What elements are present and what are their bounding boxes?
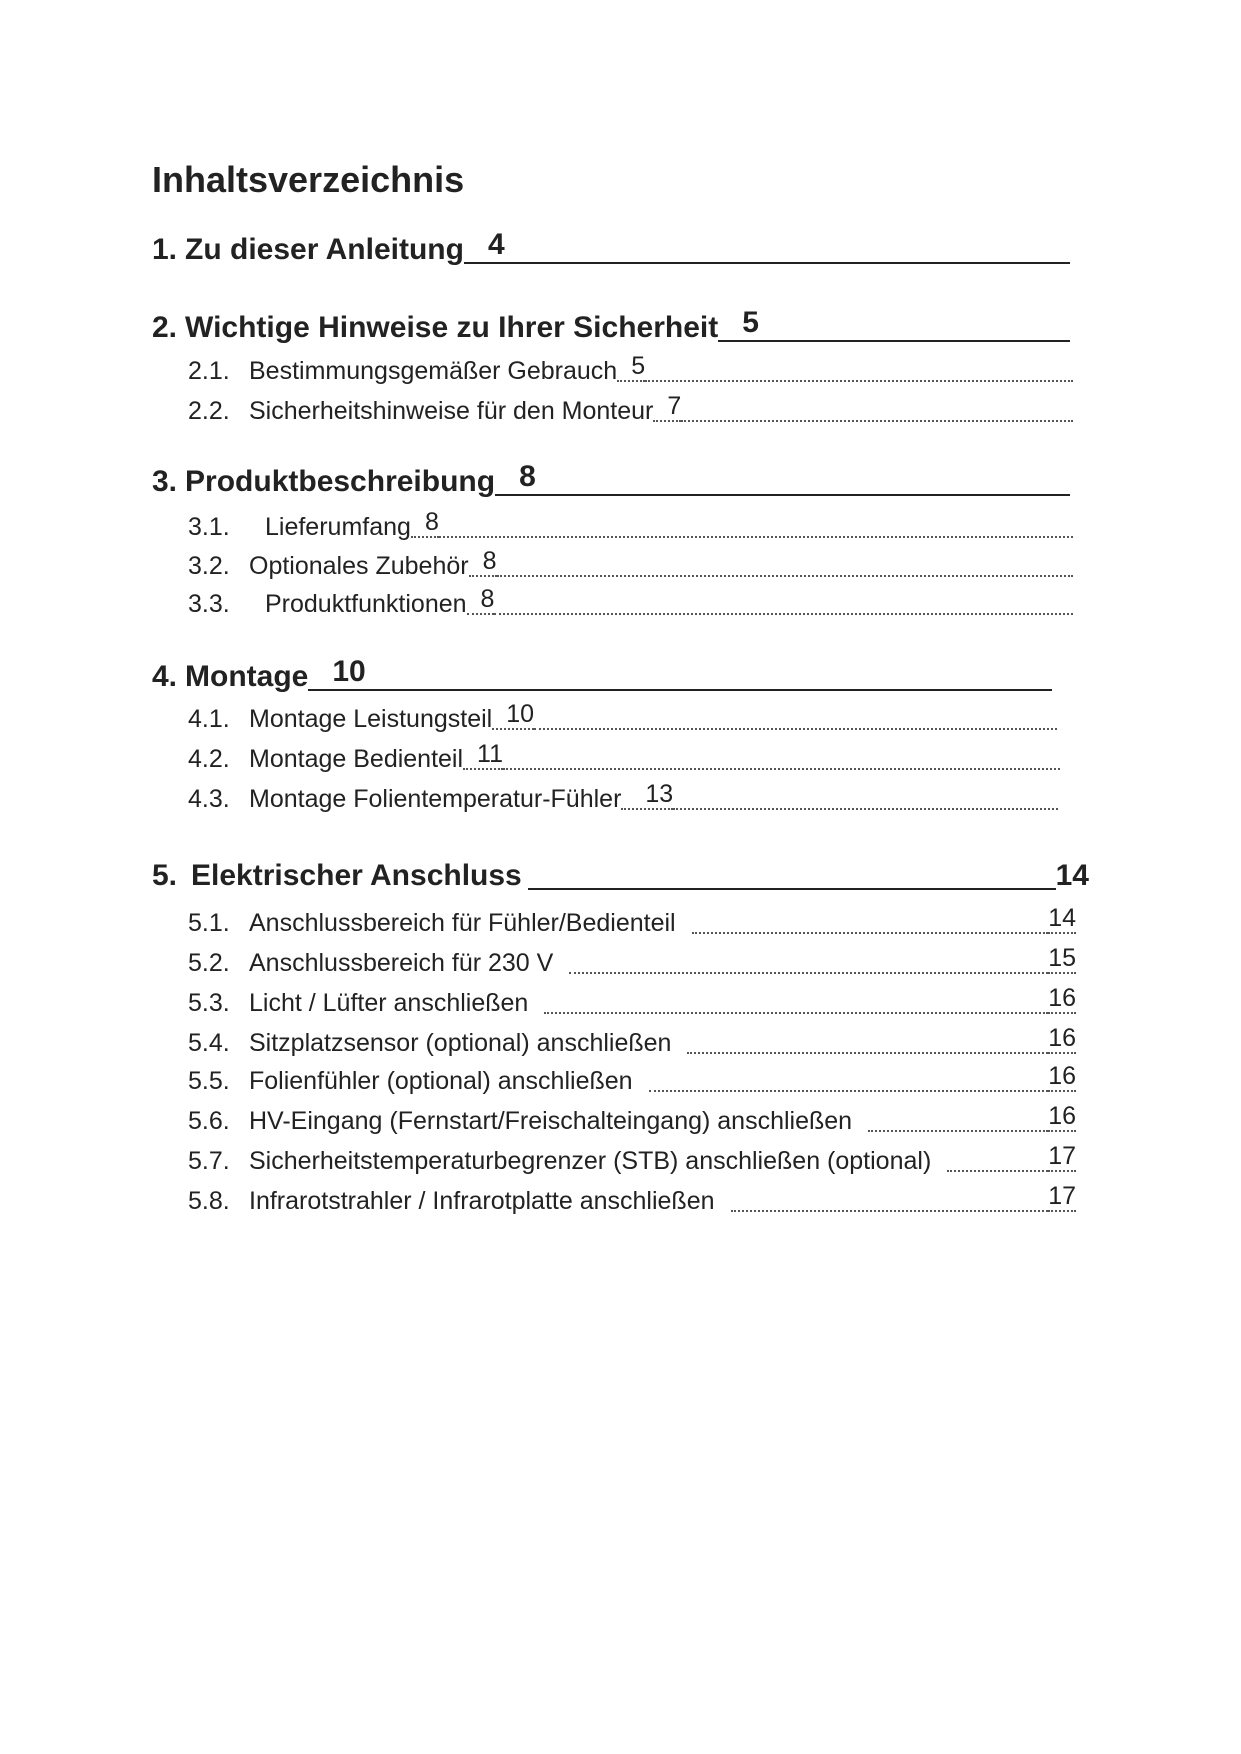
toc-label: Sicherheitshinweise für den Monteur: [249, 397, 654, 425]
toc-leader: [544, 1012, 1048, 1014]
toc-leader: [681, 420, 1073, 422]
toc-subsection-3-1[interactable]: [188, 508, 1073, 542]
toc-label: Anschlussbereich für 230 V: [249, 949, 554, 977]
toc-number: 4.1.: [188, 705, 230, 733]
toc-subsection-5-7[interactable]: [188, 1142, 1076, 1176]
toc-number: 1.: [152, 233, 178, 266]
toc-label: Wichtige Hinweise zu Ihrer Sicherheit: [185, 311, 719, 344]
toc-label: Montage Bedienteil: [249, 745, 464, 773]
toc-label: Montage Folientemperatur-Fühler: [249, 785, 622, 813]
toc-section-3[interactable]: [152, 460, 1070, 500]
toc-subsection-5-5[interactable]: [188, 1062, 1076, 1096]
toc-section-1[interactable]: [152, 228, 1070, 268]
toc-label: Bestimmungsgemäßer Gebrauch: [249, 357, 618, 385]
toc-number: 5.1.: [188, 909, 230, 937]
toc-page-number: 5: [718, 306, 765, 342]
toc-label: Sitzplatzsensor (optional) anschließen: [249, 1029, 672, 1057]
toc-page-number: 15: [1048, 944, 1076, 972]
toc-page-number: 8: [411, 508, 439, 538]
toc-leader: [687, 1052, 1048, 1054]
toc-leader: [645, 380, 1073, 382]
toc-page-number: 5: [617, 352, 645, 382]
toc-page-number: 13: [621, 780, 673, 810]
toc-leader: [497, 575, 1074, 577]
toc-number: 5.: [152, 859, 178, 892]
toc-page-number: 14: [1055, 859, 1089, 892]
toc-page-number: 8: [495, 460, 542, 496]
toc-page-number: 16: [1048, 1102, 1076, 1130]
toc-leader: [494, 613, 1073, 615]
toc-number: 2.2.: [188, 397, 230, 425]
toc-leader: [439, 536, 1073, 538]
toc-label: Folienfühler (optional) anschließen: [249, 1067, 633, 1095]
toc-page-number: 4: [464, 228, 511, 264]
toc-label: Licht / Lüfter anschließen: [249, 989, 529, 1017]
toc-leader: [649, 1090, 1049, 1092]
toc-number: 2.1.: [188, 357, 230, 385]
toc-page-number: 10: [308, 655, 371, 691]
toc-subsection-2-1[interactable]: [188, 352, 1073, 386]
toc-leader: [692, 932, 1049, 934]
toc-label: Produktfunktionen: [265, 590, 467, 618]
toc-number: 5.3.: [188, 989, 230, 1017]
toc-page-number: 17: [1048, 1182, 1076, 1210]
toc-label: Infrarotstrahler / Infrarotplatte anschließen: [249, 1187, 715, 1215]
toc-number: 5.6.: [188, 1107, 230, 1135]
toc-subsection-5-4[interactable]: [188, 1024, 1076, 1058]
toc-subsection-5-2[interactable]: [188, 944, 1076, 978]
toc-page-number: 16: [1048, 984, 1076, 1012]
toc-page-number: 16: [1048, 1024, 1076, 1052]
toc-leader: [947, 1170, 1048, 1172]
toc-subsection-5-8[interactable]: [188, 1182, 1076, 1216]
toc-label: HV-Eingang (Fernstart/Freischalteingang) anschließen: [249, 1107, 853, 1135]
toc-title: Inhaltsverzeichnis: [152, 159, 465, 200]
toc-label: Sicherheitstemperaturbegrenzer (STB) anschließen (optional): [249, 1147, 932, 1175]
toc-label: Lieferumfang: [265, 513, 411, 541]
toc-page-number: 8: [467, 585, 495, 615]
toc-subsection-2-2[interactable]: [188, 392, 1073, 426]
toc-leader: [372, 689, 1052, 691]
toc-section-4[interactable]: [152, 655, 1052, 695]
toc-subsection-4-2[interactable]: [188, 740, 1060, 774]
toc-subsection-5-6[interactable]: [188, 1102, 1076, 1136]
toc-label: Elektrischer Anschluss: [191, 859, 522, 892]
toc-label: Anschlussbereich für Fühler/Bedienteil: [249, 909, 676, 937]
toc-number: 3.1.: [188, 513, 230, 541]
toc-number: 3.2.: [188, 552, 230, 580]
toc-label: Montage Leistungsteil: [249, 705, 493, 733]
toc-page-number: 14: [1048, 904, 1076, 932]
toc-subsection-3-3[interactable]: [188, 585, 1073, 619]
toc-number: 4.: [152, 660, 178, 693]
toc-number: 5.8.: [188, 1187, 230, 1215]
toc-page-number: 11: [463, 740, 503, 770]
toc-subsection-5-1[interactable]: [188, 904, 1076, 938]
toc-number: 3.3.: [188, 590, 230, 618]
toc-leader: [511, 262, 1070, 264]
toc-number: 5.2.: [188, 949, 230, 977]
toc-leader: [503, 768, 1060, 770]
toc-leader: [528, 888, 1056, 890]
toc-leader: [542, 494, 1070, 496]
toc-number: 5.7.: [188, 1147, 230, 1175]
toc-leader: [569, 972, 1048, 974]
toc-subsection-5-3[interactable]: [188, 984, 1076, 1018]
toc-page-number: 10: [492, 700, 534, 730]
toc-subsection-3-2[interactable]: [188, 547, 1073, 581]
toc-number: 2.: [152, 311, 178, 344]
toc-section-5[interactable]: [152, 854, 1089, 894]
toc-number: 4.3.: [188, 785, 230, 813]
toc-subsection-4-3[interactable]: [188, 780, 1058, 814]
toc-page-number: 17: [1048, 1142, 1076, 1170]
toc-number: 5.5.: [188, 1067, 230, 1095]
toc-section-2[interactable]: [152, 306, 1070, 346]
toc-label: Produktbeschreibung: [185, 465, 496, 498]
toc-leader: [765, 340, 1070, 342]
toc-number: 3.: [152, 465, 178, 498]
toc-leader: [868, 1130, 1048, 1132]
toc-leader: [673, 808, 1058, 810]
toc-number: 5.4.: [188, 1029, 230, 1057]
toc-label: Optionales Zubehör: [249, 552, 469, 580]
toc-page-number: 7: [653, 392, 681, 422]
toc-page-number: 16: [1048, 1062, 1076, 1090]
toc-subsection-4-1[interactable]: [188, 700, 1057, 734]
toc-number: 4.2.: [188, 745, 230, 773]
toc-label: Montage: [185, 660, 309, 693]
toc-leader: [731, 1210, 1049, 1212]
toc-page-number: 8: [469, 547, 497, 577]
toc-label: Zu dieser Anleitung: [185, 233, 464, 266]
toc-leader: [534, 728, 1057, 730]
